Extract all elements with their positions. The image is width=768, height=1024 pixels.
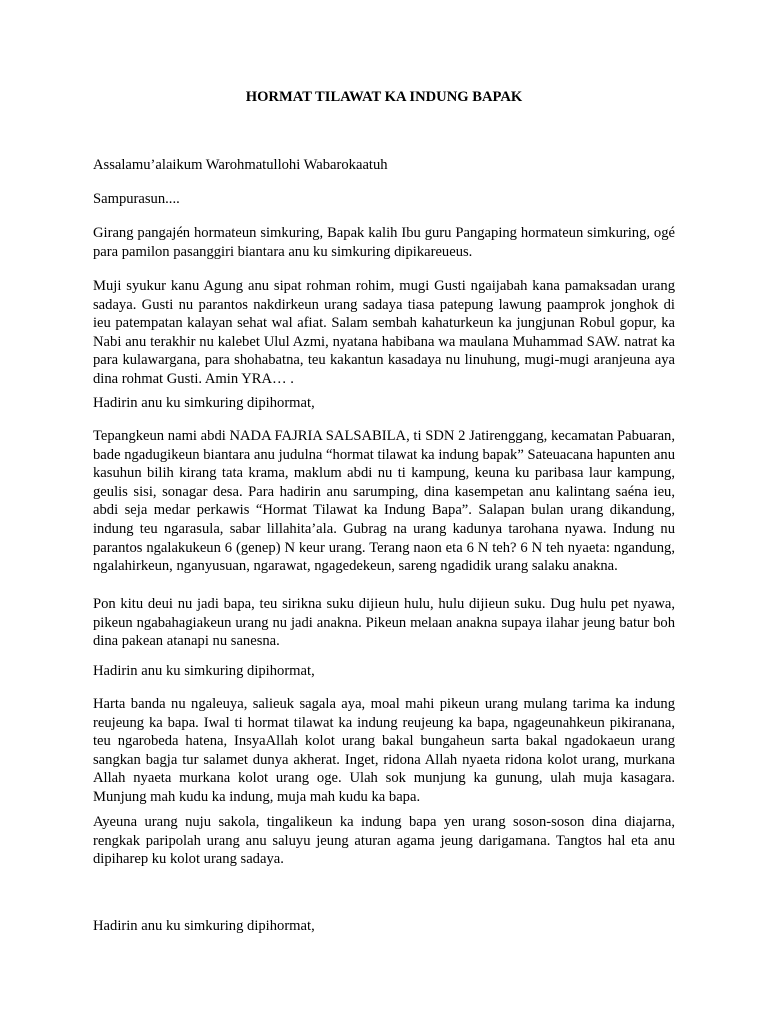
hadirin-paragraph: Hadirin anu ku simkuring dipihormat,: [93, 663, 315, 679]
body-paragraph: Pon kitu deui nu jadi bapa, teu sirikna suku dijieun hulu, hulu dijieun suku. Dug hulu pet nyawa, pikeun ngabahagiakeun urang nu jadi anakna. Pikeun melaan anakna supaya ilahar jeung batur boh dina pakean atanapi nu sanesna.: [93, 596, 675, 650]
body-paragraph: Girang pangajén hormateun simkuring, Bapak kalih Ibu guru Pangaping hormateun simkuring, ogé para pamilon pasanggiri biantara anu ku simkuring dipikareueus.: [93, 225, 675, 260]
document-page: [93, 0, 675, 1024]
body-paragraph: Harta banda nu ngaleuya, salieuk sagala aya, moal mahi pikeun urang mulang tarima ka indung reujeung ka bapa. Iwal ti hormat tilawat ka indung reujeung ka bapa, ngageunahkeun pikiranana, teu ngarobeda hatena, InsyaAllah kolot urang bakal bungaheun sarta bakal ngadokaeun urang sangkan bagja tur salamet dunya akherat. Inget, ridona Allah nyaeta ridona kolot urang, murkana Allah nyaeta murkana kolot urang oge. Ulah sok munjung ka gunung, ulah muja kasagara. Munjung mah kudu ka indung, muja mah kudu ka bapa.: [93, 696, 675, 805]
sampurasun-paragraph: Sampurasun....: [93, 191, 180, 207]
greeting-paragraph: Assalamu’alaikum Warohmatullohi Wabarokaatuh: [93, 157, 388, 173]
hadirin-paragraph: Hadirin anu ku simkuring dipihormat,: [93, 918, 315, 934]
body-paragraph: Muji syukur kanu Agung anu sipat rohman rohim, mugi Gusti ngaijabah kana pamaksadan urang sadaya. Gusti nu parantos nakdirkeun urang sadaya tiasa patepung lawung paamprok jonghok di ieu patempatan kalayan sehat wal afiat. Salam sembah kahaturkeun ka jungjunan Robul gopur, ka Nabi anu terakhir nu kalebet Ulul Azmi, nyatana habibana wa maulana Muhammad SAW. natrat ka para kulawargana, para shohabatna, teu kakantun kasadaya nu linuhung, mugi-mugi aranjeuna aya dina rohmat Gusti. Amin YRA… .: [93, 278, 675, 387]
hadirin-paragraph: Hadirin anu ku simkuring dipihormat,: [93, 395, 315, 411]
document-title: HORMAT TILAWAT KA INDUNG BAPAK: [245, 89, 523, 105]
body-paragraph: Tepangkeun nami abdi NADA FAJRIA SALSABILA, ti SDN 2 Jatirenggang, kecamatan Pabuaran, bade ngadugikeun biantara anu judulna “hormat tilawat ka indung bapak” Sateuacana hapunten anu kasuhun bilih kirang tata krama, maklum abdi nu ti kampung, keuna ku paribasa laur kampung, geulis sisi, sonagar desa. Para hadirin anu sarumping, dina kasempetan anu kalintang saéna ieu, abdi seja medar perkawis “Hormat Tilawat ka Indung Bapa”. Salapan bulan urang dikandung, indung teu ngarasula, sabar lillahita’ala. Gubrag na urang kadunya tarohana nyawa. Indung nu parantos ngalakukeun 6 (genep) N keur urang. Terang naon eta 6 N teh? 6 N teh nyaeta: ngandung, ngalahirkeun, nganyusuan, ngarawat, ngagedekeun, sareng ngadidik urang salaku anakna.: [93, 428, 675, 575]
body-paragraph: Ayeuna urang nuju sakola, tingalikeun ka indung bapa yen urang soson-soson dina diajarna, rengkak paripolah urang anu saluyu jeung aturan agama jeung darigamana. Tangtos hal eta anu dipiharep ku kolot urang sadaya.: [93, 814, 675, 868]
